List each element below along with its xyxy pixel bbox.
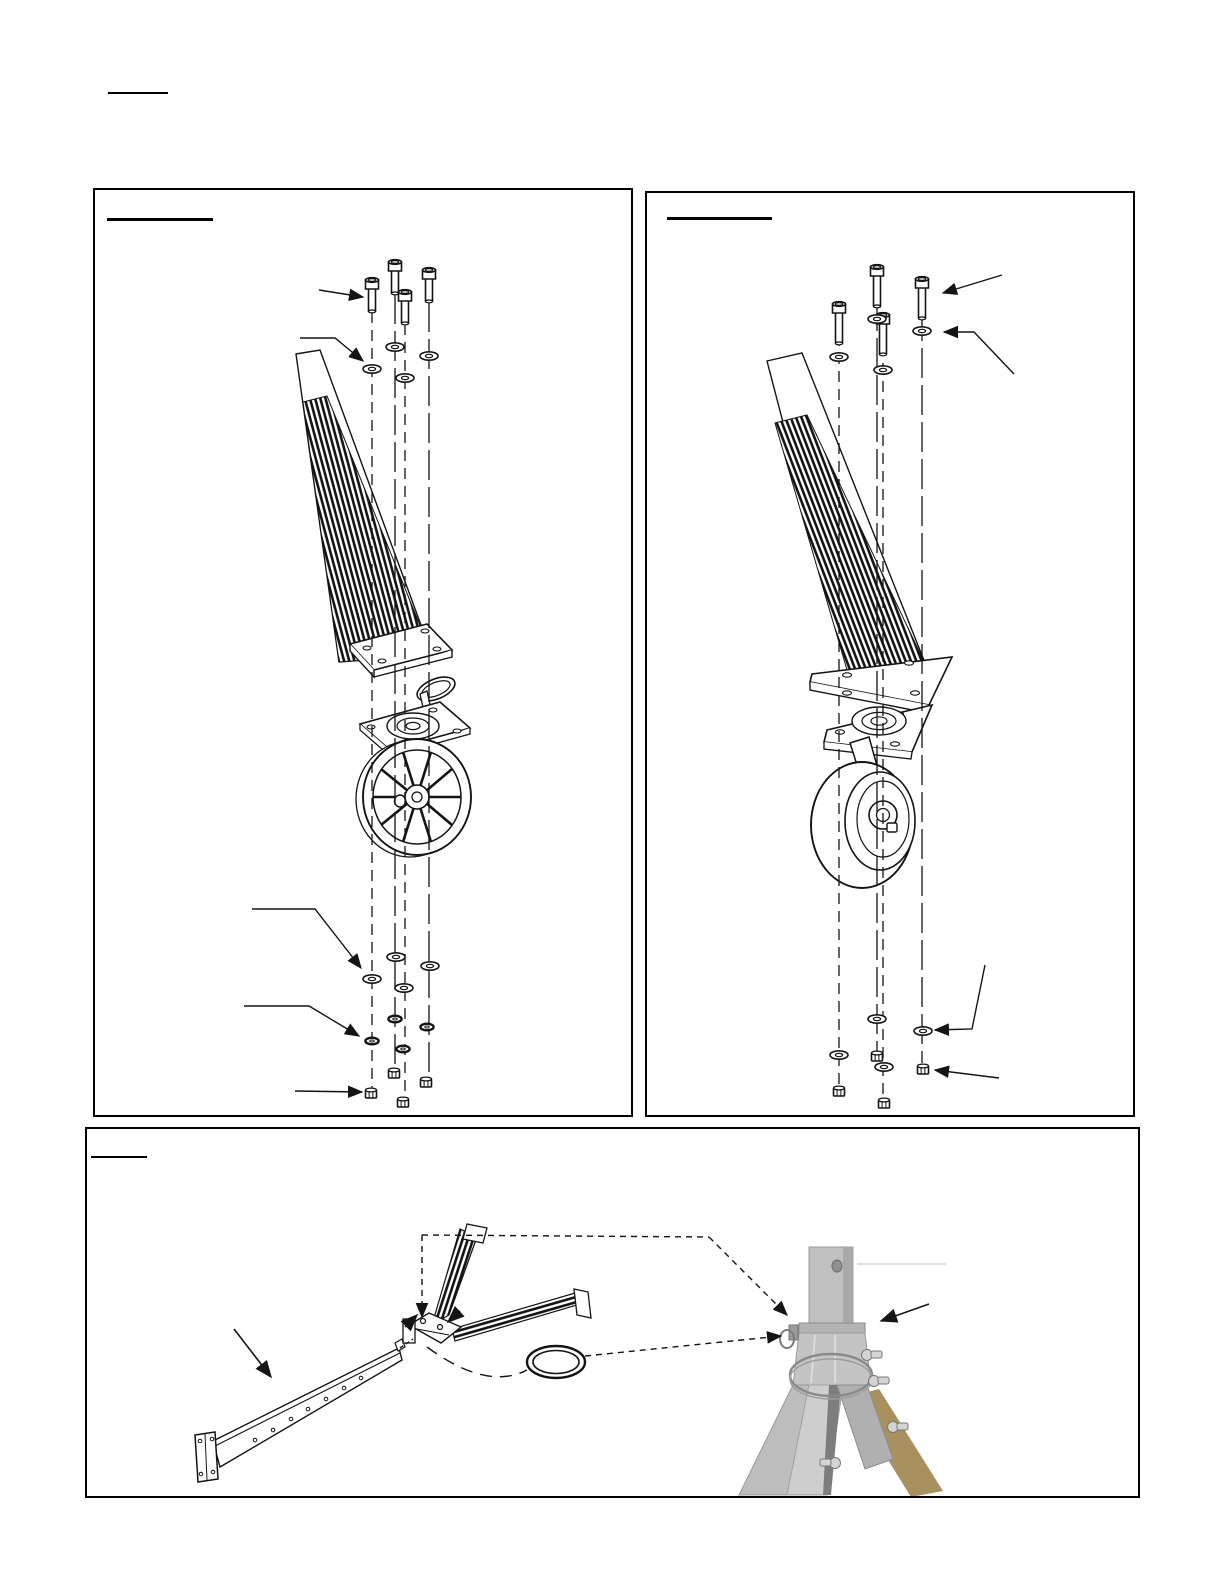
flat-washers-bottom: [830, 1015, 932, 1071]
cap-screws: [833, 265, 929, 356]
leader-tow-bar: [234, 1329, 271, 1377]
panel-caster-exploded-right: [645, 191, 1135, 1117]
lanyard-ring: [527, 1346, 585, 1378]
photo-post-hole: [832, 1260, 842, 1272]
leader-ring-curve: [427, 1347, 527, 1377]
spoked-wheel: [356, 739, 471, 857]
hex-nuts: [366, 1068, 432, 1107]
page-header-rule: [108, 92, 168, 94]
leader-photo-bolt: [881, 1304, 929, 1321]
hub-leg-flat-flange: [574, 1289, 591, 1318]
hub-leg-steep-flange: [463, 1224, 487, 1243]
leader-cap-screw: [943, 275, 1002, 293]
tripod-photo: [739, 1247, 947, 1496]
leader-flat-washer: [252, 909, 361, 968]
leader-hex-nut: [295, 1091, 362, 1092]
towbar-attachment-drawing: [87, 1129, 1138, 1496]
hub-leg-flat: [452, 1293, 577, 1341]
cap-screws: [366, 260, 436, 325]
solid-wheel: [811, 762, 915, 888]
caster-swivel-plate: [824, 705, 932, 759]
leader-ring-to-photo: [585, 1336, 781, 1356]
leader-into-photo-pin: [709, 1237, 787, 1315]
ladder-leg: [296, 350, 432, 662]
lock-washers: [365, 1016, 433, 1053]
callout-arrows: [935, 275, 1014, 1078]
panel-towbar-attachment: [85, 1127, 1140, 1498]
hub-leg-steep: [432, 1229, 477, 1325]
caster-exploded-right-drawing: [647, 193, 1133, 1115]
leader-hex-nut: [935, 1070, 999, 1078]
caster-exploded-left-drawing: [95, 190, 631, 1115]
leg-hub-assembly: [403, 1224, 591, 1343]
flat-washers-bottom: [363, 953, 439, 992]
leader-washer-top: [944, 332, 1014, 374]
photo-sleeve-flange: [799, 1323, 865, 1333]
panel-caster-exploded-left: [93, 188, 633, 1117]
photo-post-shade: [843, 1247, 853, 1331]
tow-bar: [195, 1339, 405, 1482]
leader-flat-washer: [935, 965, 985, 1030]
leader-cap-screw: [319, 290, 363, 297]
ladder-leg: [767, 353, 927, 687]
leader-lock-washer: [244, 1006, 359, 1036]
hex-nuts: [834, 1051, 929, 1108]
flat-washers-top: [363, 343, 438, 382]
